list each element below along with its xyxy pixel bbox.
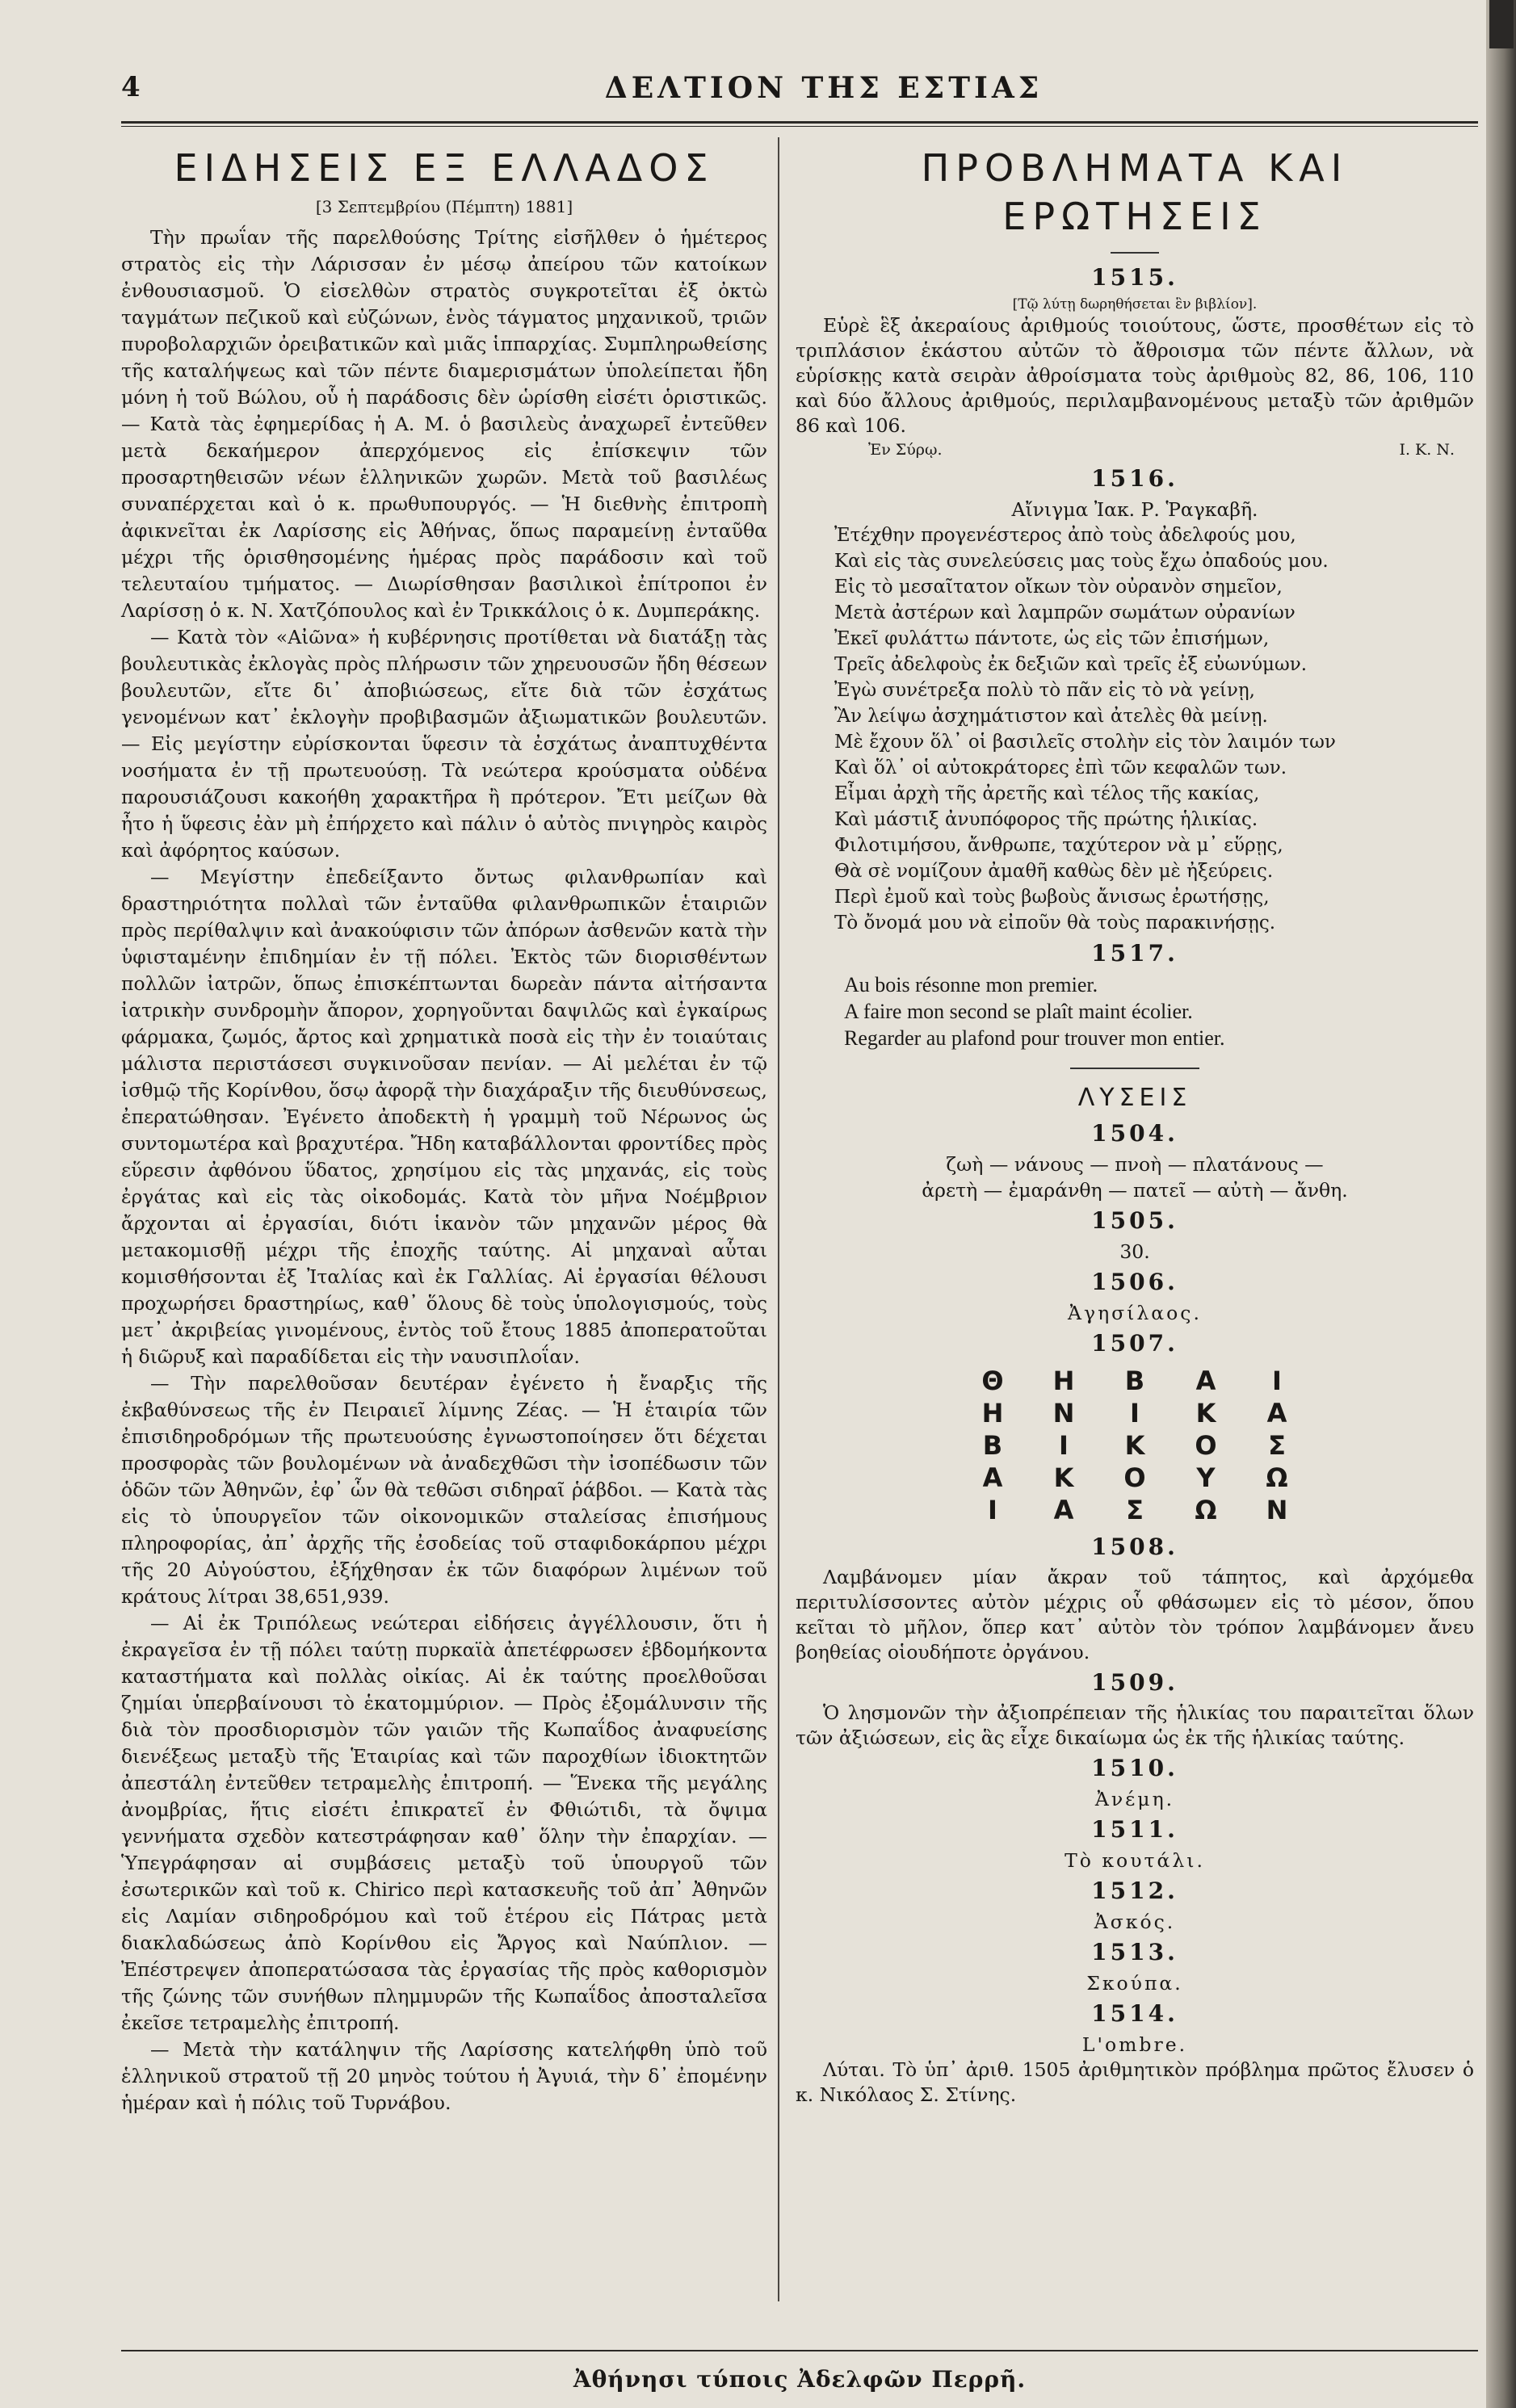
word-square-cell: Η <box>981 1398 1004 1428</box>
problems-section-title: ΠΡΟΒΛΗΜΑΤΑ ΚΑΙ ΕΡΩΤΗΣΕΙΣ <box>921 146 1349 238</box>
solution-number: 1508. <box>1091 1533 1178 1560</box>
solution-number: 1506. <box>1091 1269 1178 1295</box>
solution-text <box>796 1565 1474 1665</box>
word-square-cell: Ν <box>1266 1495 1288 1525</box>
word-square-cell: Ο <box>1195 1430 1217 1461</box>
verse-line: Περὶ ἐμοῦ καὶ τοὺς βωβοὺς ἄνισως ἐρωτήσῃς, <box>834 887 1270 908</box>
news-dateline: [3 Σεπτεμβρίου (Πέμπτη) 1881] <box>315 197 573 216</box>
charade-line: Regarder au plafond pour trouver mon entier. <box>844 1026 1225 1050</box>
solution-number: 1505. <box>1091 1207 1178 1234</box>
solutions-title: ΛΥΣΕΙΣ <box>1077 1084 1192 1112</box>
word-square-cell: Κ <box>1053 1462 1074 1493</box>
printer-imprint: Ἀθήνησι τύποις Ἀδελφῶν Περρῆ. <box>573 2366 1027 2393</box>
word-square-cell: Ι <box>1272 1366 1282 1396</box>
news-column <box>121 144 767 2116</box>
word-square <box>957 1365 1312 1526</box>
solution-answer: L'ombre. <box>1081 2033 1188 2056</box>
word-square-cell: Ω <box>1266 1462 1288 1493</box>
word-square-row <box>957 1397 1312 1429</box>
word-square-cell: Β <box>1124 1366 1145 1396</box>
header-rule-thick <box>121 121 1478 124</box>
charade-line: A faire mon second se plaît maint écolier. <box>844 1000 1193 1023</box>
word-square-cell: Η <box>1052 1366 1075 1396</box>
signature-initials: Ι. Κ. Ν. <box>1399 441 1455 459</box>
solution-answer: Ἀγησίλαος. <box>1068 1302 1202 1324</box>
verse-line: Θὰ σὲ νομίζουν ἀμαθῆ καθὼς δὲν μὲ ἠξεύρεις. <box>834 861 1274 882</box>
word-square-row <box>957 1429 1312 1462</box>
riddle-author: Αἴνιγμα Ἰακ. Ρ. Ῥαγκαβῆ. <box>1011 498 1258 521</box>
word-square-row <box>957 1462 1312 1494</box>
solution-number: 1507. <box>1091 1330 1178 1357</box>
solution-1509-text: Ὁ λησμονῶν τὴν ἀξιοπρέπειαν τῆς ἡλικίας του παραιτεῖται ὅλων τῶν ἀξιώσεων, εἰς ἃς εἶχε δικαίωμα ὡς ἐκ τῆς ἡλικίας ταύτης. <box>796 1701 1474 1749</box>
news-paragraph: — Κατὰ τὸν «Αἰῶνα» ἡ κυβέρνησις προτίθεται νὰ διατάξῃ τὰς βουλευτικὰς ἐκλογὰς πρὸς πλήρωσιν τῶν χηρευουσῶν ἤδη θέσεων βουλευτῶν, εἴτε δι᾽ ἀποβιώσεως, εἴτε διὰ τῶν ἐσχάτως γενομένων κατ᾽ ἐκλογὴν προβιβασμῶν ἀξιωματικῶν βουλευτῶν. — Εἰς μεγίστην εὐρίσκονται ὕφεσιν τὰ ἐσχάτως ἀναπτυχθέντα νοσήματα ἐν τῇ πρωτευούσῃ. Τὰ νεώτερα κρούσματα οὐδένα παρουσιάζουσι κακοήθη χαρακτῆρα ἢ πρότερον. Ἔτι μείζων θὰ ἦτο ἡ ὕφεσις ἐὰν μὴ ἐπήρχετο καὶ πάλιν ὁ αὐτὸς πνιγηρὸς καιρὸς καὶ ἀφόρητος καύσων. <box>121 626 767 862</box>
news-section-title: ΕΙΔΗΣΕΙΣ ΕΞ ΕΛΛΑΔΟΣ <box>174 146 715 190</box>
prize-note: [Τῷ λύτῃ δωρηθήσεται ἓν βιβλίον]. <box>1012 296 1258 313</box>
verse-line: Μετὰ ἀστέρων καὶ λαμπρῶν σωμάτων οὐρανίων <box>834 602 1296 623</box>
verse-line: Τὸ ὄνομά μου νὰ εἰποῦν θὰ τοὺς παρακινήσῃς. <box>834 912 1276 933</box>
news-paragraph: — Μετὰ τὴν κατάληψιν τῆς Λαρίσσης κατελήφθη ὑπὸ τοῦ ἑλληνικοῦ στρατοῦ τῇ 20 μηνὸς τούτου ἡ Ἀγυιά, τὴν δ᾽ ἐπομένην ἡμέραν καὶ ἡ πόλις τοῦ Τυρνάβου. <box>121 2038 767 2114</box>
problem-number: 1515. <box>1091 264 1178 291</box>
verse-line: Εἰς τὸ μεσαῖτατον οἴκων τὸν οὐρανὸν σημεῖον, <box>834 577 1283 598</box>
word-square-cell: Ι <box>988 1495 997 1525</box>
solution-line: ἀρετὴ — ἐμαράνθη — πατεῖ — αὐτὴ — ἄνθη. <box>922 1179 1348 1202</box>
news-paragraph: Τὴν πρωΐαν τῆς παρελθούσης Τρίτης εἰσῆλθεν ὁ ἡμέτερος στρατὸς εἰς τὴν Λάρισσαν ἐν μέσῳ ἀπείρου τῶν κατοίκων ἐνθουσιασμοῦ. Ὁ εἰσελθὼν στρατὸς συγκροτεῖται ἐξ ὀκτὼ ταγμάτων πεζικοῦ καὶ εὐζώνων, ἑνὸς τάγματος μηχανικοῦ, τριῶν πυροβολαρχιῶν ὀρειβατικῶν καὶ μιᾶς ἱππαρχίας. Συμπληρωθείσης τῆς καταλήψεως καὶ τῶν πέντε διαμερισμάτων ὑπολείπεται ἤδη μόνη ἡ τοῦ Βώλου, οὗ ἡ παράδοσις δὲν ὡρίσθη εἰσέτι ὁριστικῶς. — Κατὰ τὰς ἐφημερίδας ἡ Α. Μ. ὁ βασιλεὺς ἀναχωρεῖ ἐντεῦθεν μετὰ δεκαήμερον ἀπερχόμενος εἰς ἐπίσκεψιν τῶν προσαρτηθεισῶν νέων ἑλληνικῶν χωρῶν. Μετὰ τοῦ βασιλέως συναπέρχεται καὶ ὁ κ. πρωθυπουργός. — Ἡ διεθνὴς ἐπιτροπὴ ἀφικνεῖται ἐκ Λαρίσσης εἰς Ἀθήνας, ὅπως παραμείνῃ ἐνταῦθα μέχρι τῆς ὁρισθησομένης ἡμέρας πρὸς παράδοσιν καὶ τοῦ τελευταίου τμήματος. — Διωρίσθησαν βασιλικοὶ ἐπίτροποι ἐν Λαρίσσῃ ὁ κ. Ν. Χατζόπουλος καὶ ἐν Τρικκάλοις ὁ κ. Δυμπεράκης. <box>121 226 767 622</box>
problem-number: 1517. <box>1091 940 1178 967</box>
word-square-cell: Β <box>982 1430 1003 1461</box>
solution-number: 1512. <box>1091 1877 1178 1904</box>
verse-line: Μὲ ἔχουν ὅλ᾽ οἱ βασιλεῖς στολὴν εἰς τὸν λαιμόν των <box>834 732 1336 753</box>
news-paragraph: — Αἱ ἐκ Τριπόλεως νεώτεραι εἰδήσεις ἀγγέλλουσιν, ὅτι ἡ ἐκραγεῖσα ἐν τῇ πόλει ταύτῃ πυρκαϊὰ ἀπετέφρωσεν ἑβδομήκοντα καταστήματα καὶ πολλὰς οἰκίας. Αἱ ἐκ ταύτης προελθοῦσαι ζημίαι ὑπερβαίνουσι τὸ ἑκατομμύριον. — Πρὸς ἐξομάλυνσιν τῆς διὰ τὸν προσδιορισμὸν τῶν γαιῶν τῆς Κωπαΐδος ἀναφυείσης διενέξεως μεταξὺ τῆς Ἑταιρίας καὶ τῶν παροχθίων ἰδιοκτητῶν ἀπεστάλη ἐντεῦθεν τετραμελὴς ἐπιτροπή. — Ἕνεκα τῆς μεγάλης ἀνομβρίας, ἥτις εἰσέτι ἐπικρατεῖ ἐν Φθιώτιδι, τὰ ὄψιμα γεννήματα σχεδὸν κατεστράφησαν καθ᾽ ὅλην τὴν ἐπαρχίαν. — Ὑπεγράφησαν αἱ συμβάσεις μεταξὺ τοῦ ὑπουργοῦ τῶν ἐσωτερικῶν καὶ τοῦ κ. Chirico περὶ κατασκευῆς τοῦ ἀπ᾽ Ἀθηνῶν εἰς Λαμίαν σιδηροδρόμου καὶ τοῦ ἑτέρου εἰς Πάτρας μετὰ διακλαδώσεως ἀπὸ Κορίνθου εἰς Ἄργος καὶ Ναύπλιον. — Ἐπέστρεψεν ἀποπερατώσασα τὰς ἐργασίας τῆς πρὸς καθορισμὸν τῆς ζώνης τῶν συνήθων πλημμυρῶν τῆς Κωπαΐδος ἀποσταλεῖσα ἐκεῖσε τετραμελὴς ἐπιτροπή. <box>121 1612 767 2034</box>
column-divider <box>778 137 779 2301</box>
verse-line: Εἶμαι ἀρχὴ τῆς ἀρετῆς καὶ τέλος τῆς κακίας, <box>834 783 1260 804</box>
word-square-cell: Α <box>1053 1495 1074 1525</box>
solvers-note <box>796 2058 1474 2108</box>
word-square-row <box>957 1365 1312 1397</box>
problem-1515-text: Εὑρὲ ἓξ ἀκεραίους ἀριθμούς τοιούτους, ὥστε, προσθέτων εἰς τὸ τριπλάσιον ἑκάστου αὐτῶν τὸ ἄθροισμα τῶν πέντε ἄλλων, νὰ εὑρίσκῃς κατὰ σειρὰν ἀθροίσματα τοὺς ἀριθμοὺς 82, 86, 106, 110 καὶ δύο ἄλλους ἀριθμούς, περιλαμβανομένους μεταξὺ τῶν ἀριθμῶν 86 καὶ 106. <box>796 314 1474 437</box>
page-header <box>121 71 1478 111</box>
solution-number: 1511. <box>1091 1816 1178 1843</box>
solution-answer: Ἀνέμη. <box>1094 1788 1175 1810</box>
solution-answer: 30. <box>1119 1240 1150 1263</box>
verse-line: Ἐκεῖ φυλάττω πάντοτε, ὡς εἰς τῶν ἐπισήμων, <box>834 628 1270 649</box>
footer-rule <box>121 2350 1478 2351</box>
solution-number: 1514. <box>1091 2000 1178 2027</box>
problem-text <box>796 313 1474 438</box>
solution-number: 1504. <box>1091 1120 1178 1147</box>
word-square-cell: Κ <box>1124 1430 1145 1461</box>
word-square-cell: Ν <box>1052 1398 1075 1428</box>
verse-line: Καὶ μάστιξ ἀνυπόφορος τῆς πρώτης ἡλικίας. <box>834 809 1258 830</box>
verse-line: Φιλοτιμήσου, ἄνθρωπε, ταχύτερον νὰ μ᾽ εὕρῃς, <box>834 835 1283 856</box>
verse-line: Καὶ εἰς τὰς συνελεύσεις μας τοὺς ἔχω ὀπαδούς μου. <box>834 551 1329 572</box>
solutions-rule <box>1070 1068 1199 1069</box>
verse-line: Ἂν λείψω ἀσχημάτιστον καὶ ἀτελὲς θὰ μείνῃ. <box>834 706 1268 727</box>
word-square-cell: Α <box>1195 1366 1216 1396</box>
problem-signature <box>796 438 1474 461</box>
word-square-cell: Υ <box>1196 1462 1216 1493</box>
running-title: ΔΕΛΤΙΟΝ ΤΗΣ ΕΣΤΙΑΣ <box>604 71 1044 105</box>
solution-number: 1510. <box>1091 1755 1178 1781</box>
word-square-cell: Ω <box>1195 1495 1217 1525</box>
word-square-cell: Σ <box>1126 1495 1144 1525</box>
signature-place: Ἐν Σύρῳ. <box>868 441 943 459</box>
title-rule <box>1111 252 1159 254</box>
word-square-cell: Ι <box>1130 1398 1140 1428</box>
solvers-text: Λύται. Τὸ ὑπ᾽ ἀριθ. 1505 ἀριθμητικὸν πρόβλημα πρῶτος ἔλυσεν ὁ κ. Νικόλαος Σ. Στίνης. <box>796 2058 1474 2106</box>
news-body <box>121 224 767 2116</box>
page-number: 4 <box>121 71 141 103</box>
word-square-cell: Ι <box>1059 1430 1069 1461</box>
verse-line: Τρεῖς ἀδελφοὺς ἐκ δεξιῶν καὶ τρεῖς ἐξ εὐωνύμων. <box>834 654 1308 675</box>
problem-number: 1516. <box>1091 465 1178 492</box>
page-edge <box>1486 0 1516 2408</box>
verse-line: Καὶ ὅλ᾽ οἱ αὐτοκράτορες ἐπὶ τῶν κεφαλῶν των. <box>834 757 1287 778</box>
word-square-cell: Κ <box>1195 1398 1216 1428</box>
solution-number: 1513. <box>1091 1939 1178 1965</box>
solution-answer: Σκούπα. <box>1086 1972 1183 1995</box>
word-square-cell: Ο <box>1123 1462 1146 1493</box>
charade-line: Au bois résonne mon premier. <box>844 973 1098 996</box>
solution-1508-text: Λαμβάνομεν μίαν ἄκραν τοῦ τάπητος, καὶ ἀρχόμεθα περιτυλίσσοντες αὐτὸν μέχρις οὗ φθάσωμεν εἰς τὸ μέσον, ὅπου κεῖται τὸ μῆλον, ὅπερ κατ᾽ αὐτὸν τὸν τρόπον λαμβάνομεν ἄνευ βοηθείας οἱουδήποτε ὀργάνου. <box>796 1566 1474 1663</box>
word-square-cell: Θ <box>981 1366 1004 1396</box>
french-charade <box>796 971 1474 1051</box>
solution-answer: Τὸ κουτάλι. <box>1065 1849 1205 1872</box>
verse-line: Ἐτέχθην προγενέστερος ἀπὸ τοὺς ἀδελφούς μου, <box>834 525 1296 546</box>
problems-column <box>796 144 1474 2108</box>
solution-text <box>796 1701 1474 1751</box>
word-square-cell: Α <box>1266 1398 1287 1428</box>
word-square-cell: Σ <box>1268 1430 1286 1461</box>
riddle-verses <box>796 522 1474 936</box>
solution-number: 1509. <box>1091 1669 1178 1696</box>
verse-line: Ἐγὼ συνέτρεξα πολὺ τὸ πᾶν εἰς τὸ νὰ γείνῃ, <box>834 680 1255 701</box>
news-paragraph: — Μεγίστην ἐπεδείξαντο ὄντως φιλανθρωπίαν καὶ δραστηριότητα πολλαὶ τῶν ἐνταῦθα φιλανθρωπικῶν ἑταιριῶν πρὸς περίθαλψιν καὶ ἀνακούφισιν τῶν ἀπόρων ἀσθενῶν κατὰ τὴν ὑφισταμένην ἐπιδημίαν ἐν τῇ πόλει. Ἐκτὸς τῶν διορισθέντων πολλῶν ἰατρῶν, ὅπως ἐπισκέπτωνται δωρεὰν πάντα αἰτήσαντα ἰατρικὴν συνδρομὴν ἄπορον, χορηγοῦνται δαψιλῶς καὶ ἐγκαίρως φάρμακα, ζωμός, ἄρτος καὶ χρηματικὰ ποσὰ εἰς τὴν ἐν τοιαύταις μάλιστα περιστάσεσι συγκινοῦσαν πενίαν. — Αἱ μελέται ἐν τῷ ἰσθμῷ τῆς Κορίνθου, ὅσῳ ἀφορᾷ τὴν διαχάραξιν τῆς διευθύνσεως, ἐπερατώθησαν. Ἐγένετο ἀποδεκτὴ ἡ γραμμὴ τοῦ Νέρωνος ὡς συντομωτέρα καὶ βραχυτέρα. Ἤδη καταβάλλονται φροντίδες πρὸς εὕρεσιν ἀφθόνου ὕδατος, χρησίμου εἰς τὰς μηχανάς, εἰς τοὺς ἐργάτας καὶ εἰς τὰς οἰκοδομάς. Κατὰ τὸν μῆνα Νοέμβριον ἄρχονται αἱ ἐργασίαι, διότι ἱκανὸν τῶν μηχανῶν μέρος θὰ μετακομισθῇ μέχρι τῆς ἐποχῆς ταύτης. Αἱ μηχαναὶ αὗται κομισθήσονται ἐξ Ἰταλίας καὶ ἐκ Γαλλίας. Αἱ ἐργασίαι θέλουσι προχωρήσει δραστηρίως, καθ᾽ ὅλους δὲ τοὺς ὑπολογισμούς, τοὺς μετ᾽ ἀκριβείας γινομένους, ἐντὸς τοῦ ἔτους 1885 ἀποπερατοῦται ἡ διῶρυξ καὶ παραδίδεται εἰς τὴν ναυσιπλοΐαν. <box>121 866 767 1368</box>
header-rule-thin <box>121 126 1478 127</box>
solution-answer: Ἀσκός. <box>1094 1911 1176 1933</box>
solution-line: ζωὴ — νάνους — πνοὴ — πλατάνους — <box>946 1153 1324 1176</box>
word-square-cell: Α <box>982 1462 1003 1493</box>
news-paragraph: — Τὴν παρελθοῦσαν δευτέραν ἐγένετο ἡ ἔναρξις τῆς ἐκβαθύνσεως τῆς ἐν Πειραιεῖ λίμνης Ζέας. — Ἡ ἑταιρία τῶν ἐπισιδηροδρόμων τῆς πρωτευούσης ἐγνωστοποίησεν ὅτι δέχεται προσφορὰς τῶν βουλομένων νὰ ἀναδεχθῶσι τὴν ἰσοπέδωσιν τῶν ὁδῶν τῶν Ἀθηνῶν, ἐφ᾽ ὧν θὰ τεθῶσι σιδηραῖ ῥάβδοι. — Κατὰ τὰς εἰς τὸ ὑπουργεῖον τῶν οἰκονομικῶν σταλείσας ἐπισήμους πληροφορίας, ἀπ᾽ ἀρχῆς τῆς ἐσοδείας τοῦ σταφιδοκάρπου μέχρι τῆς 20 Αὐγούστου, ἐξήχθησαν ἐκ τῶν διαφόρων λιμένων τοῦ κράτους λίτραι 38,651,939. <box>121 1372 767 1608</box>
binding-tab <box>1489 0 1514 48</box>
word-square-row <box>957 1494 1312 1526</box>
